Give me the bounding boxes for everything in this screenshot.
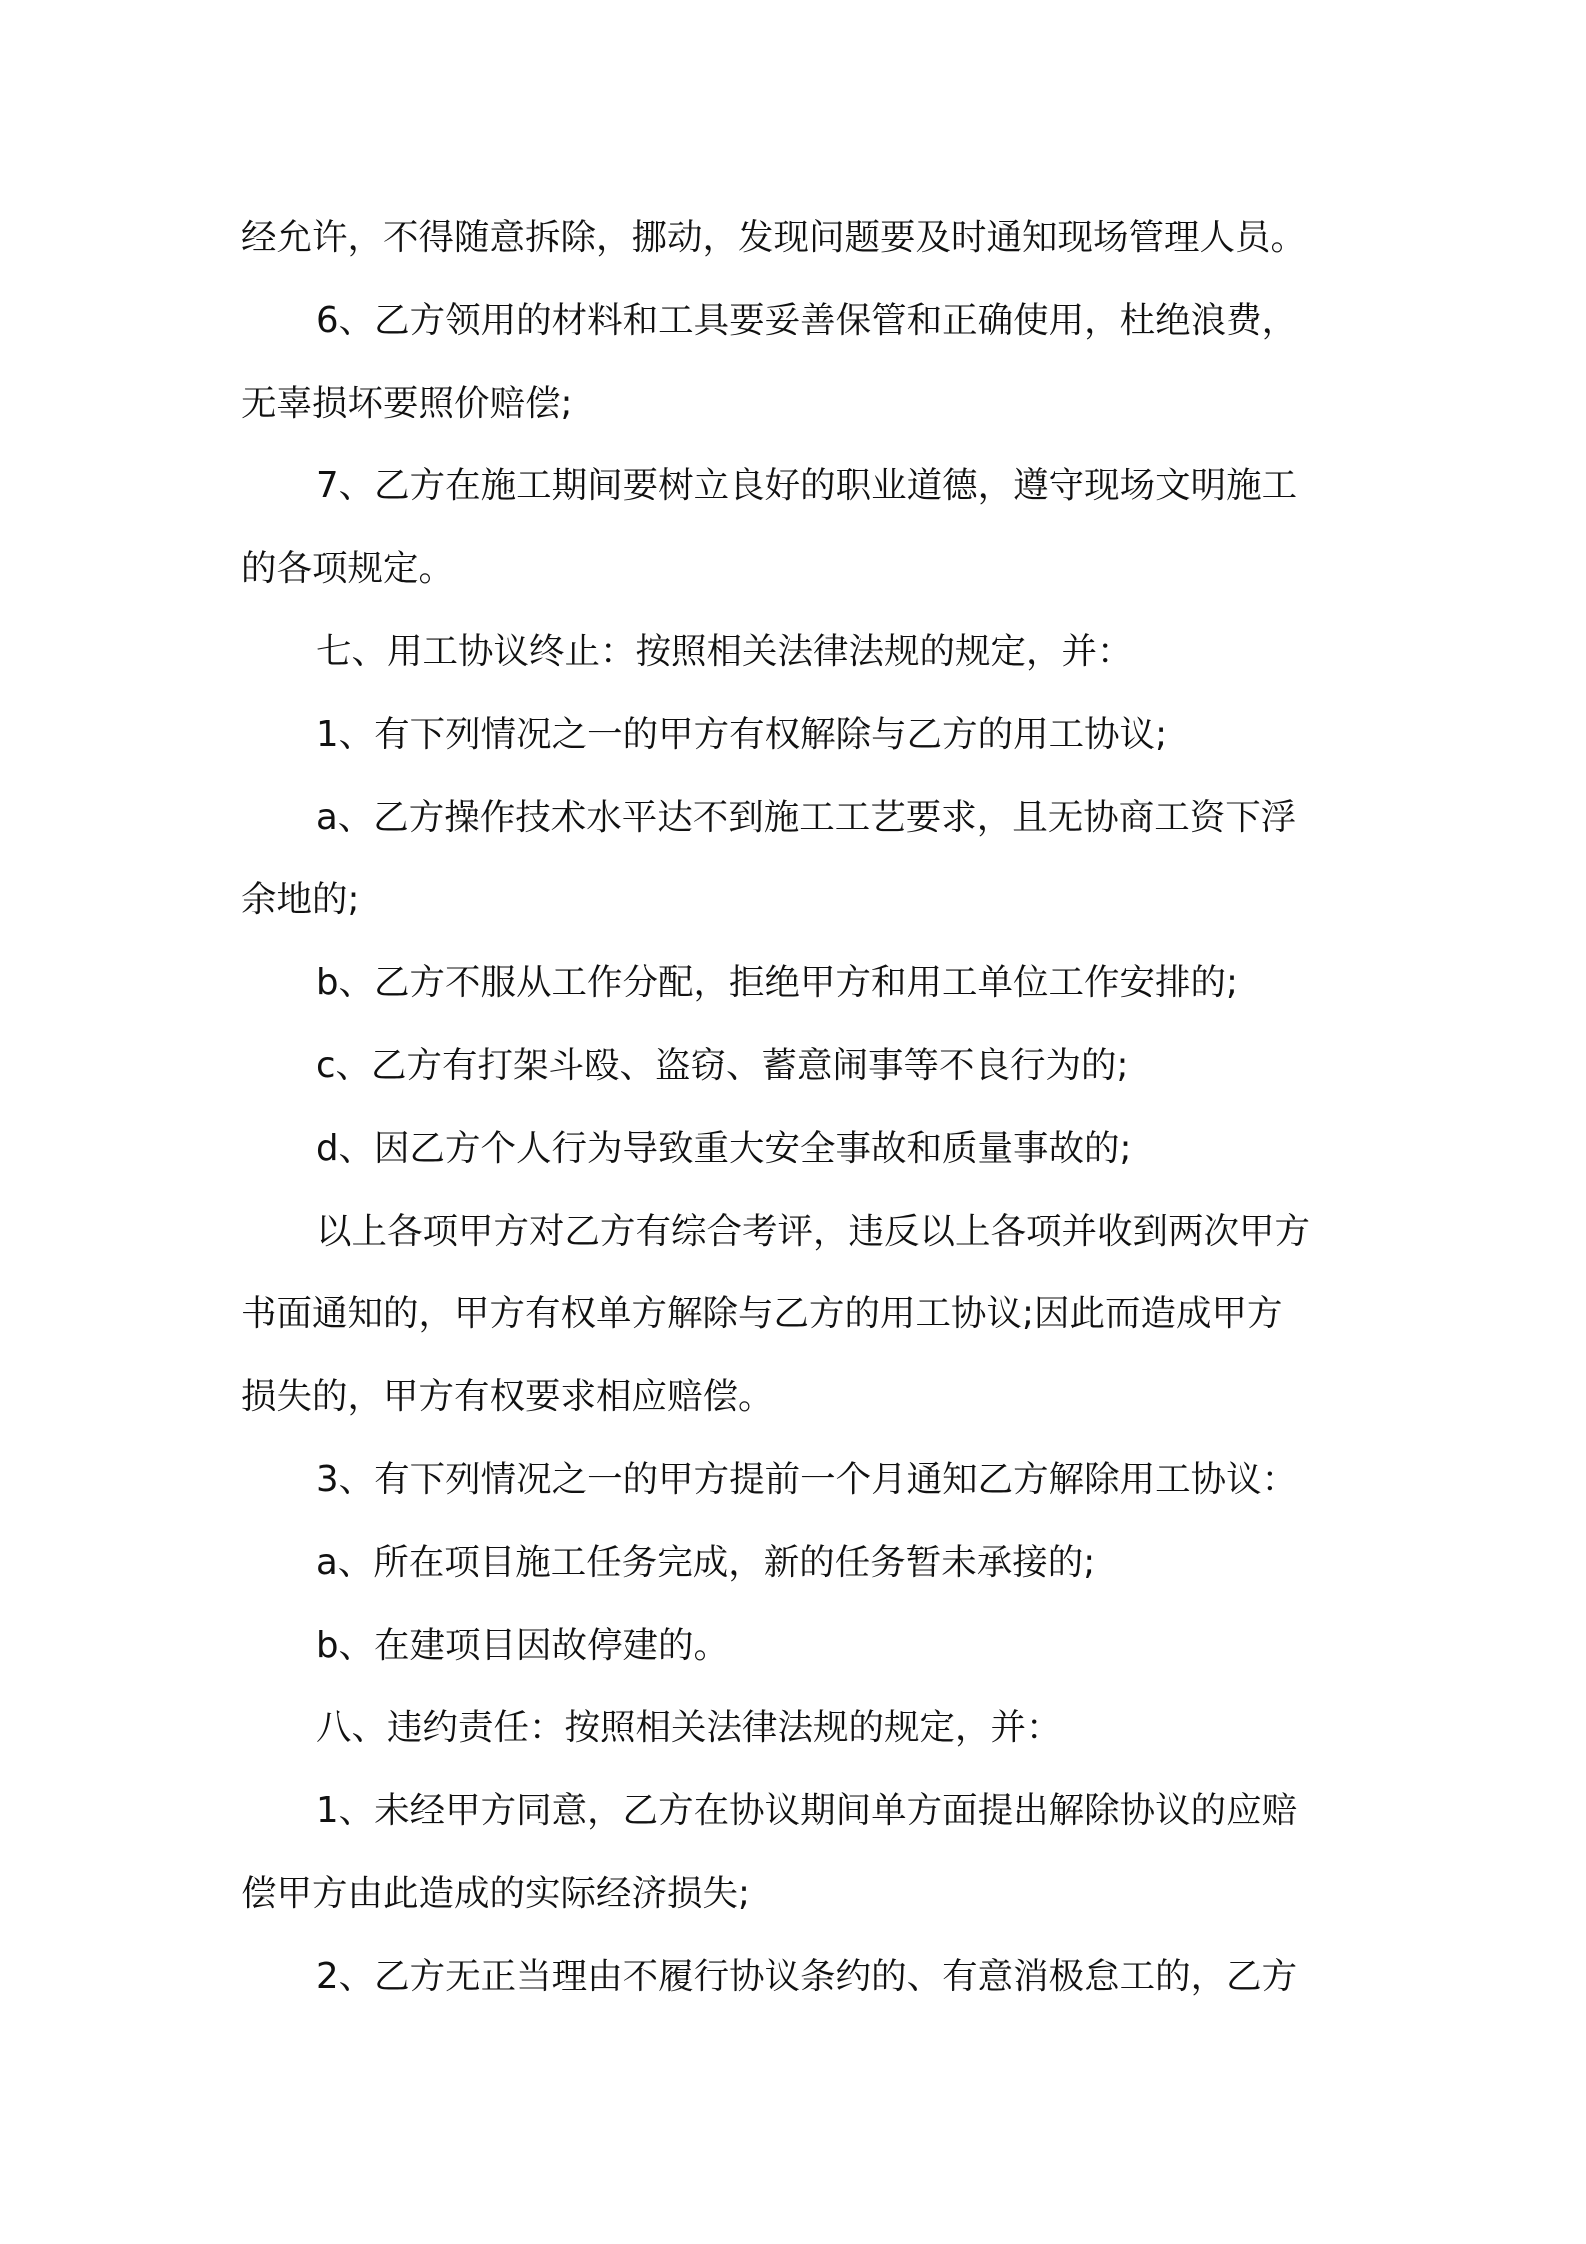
paragraph-line: 的各项规定。 (241, 548, 455, 590)
paragraph-line: 3、有下列情况之一的甲方提前一个月通知乙方解除用工协议： (316, 1458, 1298, 1500)
list-item: a、乙方操作技术水平达不到施工工艺要求，且无协商工资下浮 (316, 796, 1297, 838)
paragraph-line: 1、有下列情况之一的甲方有权解除与乙方的用工协议; (316, 713, 1168, 755)
paragraph-line: 余地的; (241, 879, 360, 921)
paragraph-line: 经允许，不得随意拆除，挪动，发现问题要及时通知现场管理人员。 (241, 217, 1307, 258)
section-heading: 八、违约责任：按照相关法律法规的规定，并： (316, 1707, 1062, 1749)
list-item: c、乙方有打架斗殴、盗窃、蓄意闹事等不良行为的; (316, 1044, 1129, 1086)
paragraph-line: 1、未经甲方同意，乙方在协议期间单方面提出解除协议的应赔 (316, 1790, 1298, 1832)
paragraph-line: 无辜损坏要照价赔偿; (241, 382, 573, 424)
list-item: a、所在项目施工任务完成，新的任务暂未承接的; (316, 1541, 1096, 1583)
list-item: d、因乙方个人行为导致重大安全事故和质量事故的; (316, 1127, 1132, 1169)
list-item: b、在建项目因故停建的。 (316, 1624, 730, 1666)
paragraph-line: 书面通知的，甲方有权单方解除与乙方的用工协议;因此而造成甲方 (241, 1293, 1283, 1335)
paragraph-line: 7、乙方在施工期间要树立良好的职业道德，遵守现场文明施工 (316, 465, 1298, 507)
paragraph-line: 以上各项甲方对乙方有综合考评，违反以上各项并收到两次甲方 (316, 1210, 1311, 1252)
document-body (241, 197, 1353, 2019)
paragraph-line: 偿甲方由此造成的实际经济损失; (241, 1872, 750, 1914)
section-heading: 七、用工协议终止：按照相关法律法规的规定，并： (316, 630, 1133, 672)
list-item: b、乙方不服从工作分配，拒绝甲方和用工单位工作安排的; (316, 962, 1238, 1004)
paragraph-line: 6、乙方领用的材料和工具要妥善保管和正确使用，杜绝浪费， (316, 299, 1298, 341)
paragraph-line: 2、乙方无正当理由不履行协议条约的、有意消极怠工的，乙方 (316, 1955, 1298, 1997)
paragraph-line: 损失的，甲方有权要求相应赔偿。 (241, 1376, 774, 1418)
